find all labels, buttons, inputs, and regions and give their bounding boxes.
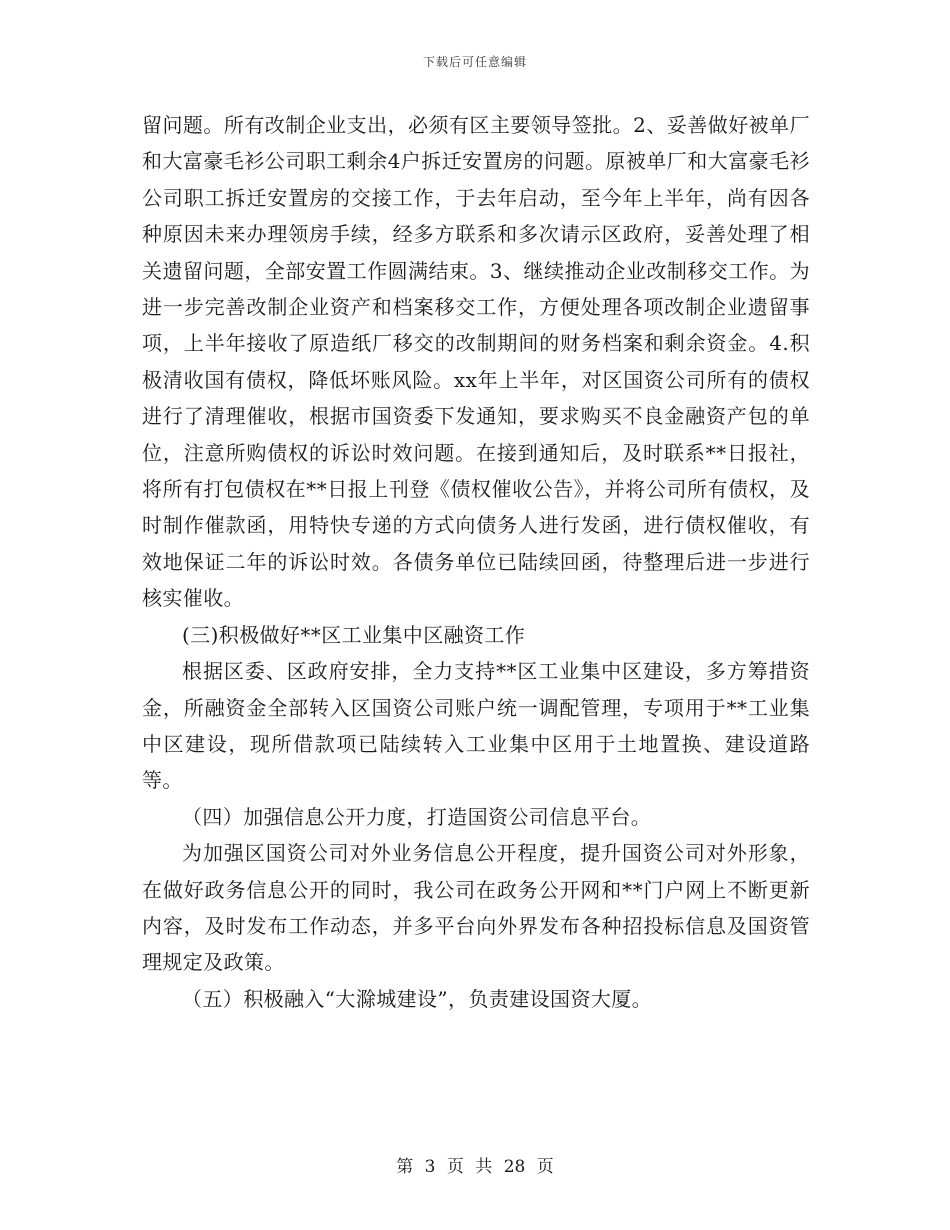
section-heading-4: （四）加强信息公开力度，打造国资公司信息平台。 <box>182 804 652 829</box>
section-heading-5: （五）积极融入“大滁城建设”，负责建设国资大厦。 <box>182 986 653 1011</box>
page-header-note: 下载后可任意编辑 <box>422 55 527 69</box>
body-paragraph: 留问题。所有改制企业支出，必须有区主要领导签批。2、妥善做好被单厂和大富豪毛衫公司职工剩余4户拆迁安置房的问题。原被单厂和大富豪毛衫公司职工拆迁安置房的交接工作，于去年启动，至今年上半年，尚有因各种原因未来办理领房手续，经多方联系和多次请示区政府，妥善处理了相关遗留问题，全部安置工作圆满结束。3、继续推动企业改制移交工作。为进一步完善改制企业资产和档案移交工作，方便处理各项改制企业遗留事项，上半年接收了原造纸厂移交的改制期间的财务档案和剩余资金。4.积极清收国有债权，降低坏账风险。xx年上半年，对区国资公司所有的债权进行了清理催收，根据市国资委下发通知，要求购买不良金融资产包的单位，注意所购债权的诉讼时效问题。在接到通知后，及时联系**日报社，将所有打包债权在**日报上刊登《债权催收公告》，并将公司所有债权，及时制作催款函，用特快专递的方式向债务人进行发函，进行债权催收，有效地保证二年的诉讼时效。各债务单位已陆续回函，待整理后进一步进行核实催收。 <box>142 113 810 611</box>
document-body <box>142 107 810 1017</box>
body-paragraph: 为加强区国资公司对外业务信息公开程度，提升国资公司对外形象，在做好政务信息公开的同时，我公司在政务公开网和**门户网上不断更新内容，及时发布工作动态，并多平台向外界发布各种招投标信息及国资管理规定及政策。 <box>142 841 810 975</box>
section-heading-3: (三)积极做好**区工业集中区融资工作 <box>182 622 526 647</box>
page-number: 第 3 页 共 28 页 <box>396 1157 554 1177</box>
body-paragraph: 根据区委、区政府安排，全力支持**区工业集中区建设，多方筹措资金，所融资金全部转入区国资公司账户统一调配管理，专项用于**工业集中区建设，现所借款项已陆续转入工业集中区用于土地置换、建设道路等。 <box>142 659 810 793</box>
